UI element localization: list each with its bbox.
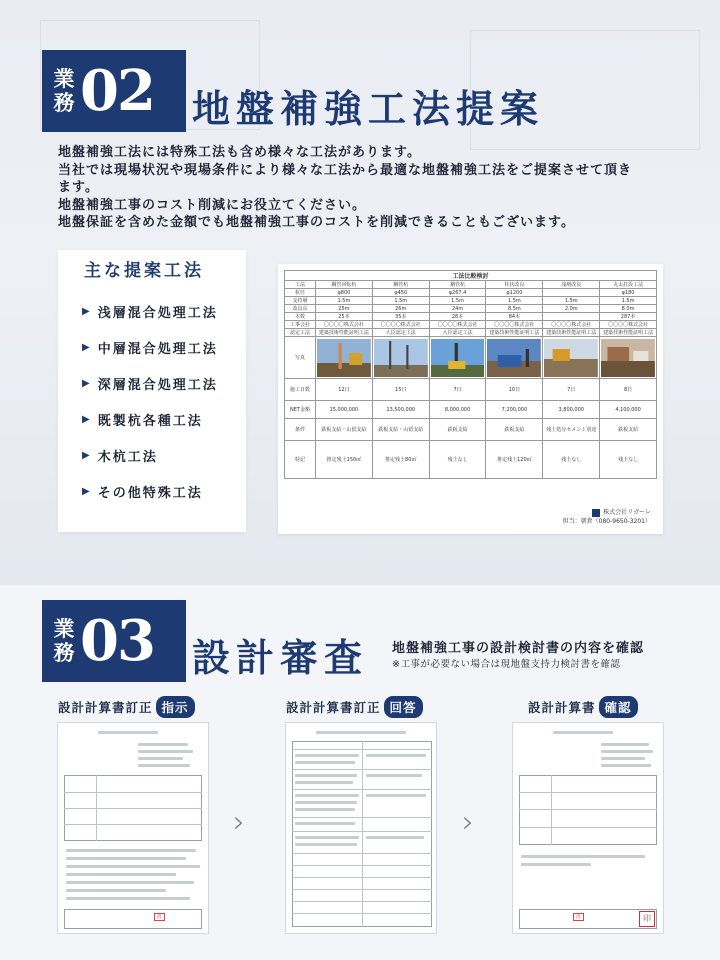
row-label: 特記 [285, 441, 316, 479]
table-cell: 鉄板支給・山留支給 [316, 419, 373, 441]
method-label: 深層混合処理工法 [97, 378, 218, 393]
method-item [82, 410, 203, 429]
company-info [563, 508, 651, 526]
triangle-bullet-icon: ▶ [82, 378, 92, 389]
table-row [285, 337, 657, 379]
doc-header-confirm [528, 696, 638, 718]
table-cell: 1.5m [543, 297, 600, 305]
table-row [285, 329, 657, 337]
table-header: 鋼管杭 [429, 281, 486, 289]
badge-number: 03 [80, 608, 154, 674]
table-cell: 13,500,000 [372, 401, 429, 419]
table-cell: 7日 [429, 379, 486, 401]
chevron-right-icon: › [462, 805, 474, 840]
table-cell: φ180 [600, 289, 657, 297]
table-cell: 鉄板支給・山留支給 [372, 419, 429, 441]
chevron-right-icon: › [233, 805, 245, 840]
badge-kanji: 業務 [53, 66, 75, 115]
table-cell: 25m [316, 305, 373, 313]
badge-kanji: 業務 [53, 616, 75, 665]
table-cell: 推定残土120㎥ [486, 441, 543, 479]
table-row [285, 441, 657, 479]
table-cell: 推定残土150㎥ [316, 441, 373, 479]
table-cell: 残土処分セメント別途 [543, 419, 600, 441]
construction-photo [429, 337, 486, 379]
table-row [285, 419, 657, 441]
table-header: 浅層改良 [543, 281, 600, 289]
table-header: 丸太打設工法 [600, 281, 657, 289]
doc-header-label: 設計計算書訂正 [58, 700, 153, 715]
table-cell: 1.5m [486, 297, 543, 305]
table-row [285, 401, 657, 419]
table-cell: 84本 [486, 313, 543, 321]
table-cell: 24m [429, 305, 486, 313]
table-cell: 7,200,000 [486, 401, 543, 419]
table-cell: φ450 [372, 289, 429, 297]
construction-photo [600, 337, 657, 379]
table-cell: 建築技術性能証明工法 [486, 329, 543, 337]
table-cell: 建築技術性能証明工法 [543, 329, 600, 337]
table-cell [543, 313, 600, 321]
method-item [82, 374, 218, 393]
table-cell: 残土なし [429, 441, 486, 479]
table-header: 鋼管杭 [372, 281, 429, 289]
construction-photo [486, 337, 543, 379]
intro-line: 地盤補強工事のコスト削減にお役立てください。 [58, 197, 367, 213]
table-row [285, 289, 657, 297]
method-item [82, 302, 218, 321]
methods-title: 主な提案工法 [84, 261, 204, 281]
method-item [82, 446, 158, 465]
triangle-bullet-icon: ▶ [82, 342, 92, 353]
table-cell: 建築技術性能証明工法 [600, 329, 657, 337]
table-row [285, 321, 657, 329]
row-label: 支持層 [285, 297, 316, 305]
triangle-bullet-icon: ▶ [82, 414, 92, 425]
section-title: 設計審査 [192, 635, 369, 680]
document-thumbnail-answer [285, 722, 437, 934]
section-design-review [0, 585, 720, 960]
table-header: 柱状改良 [486, 281, 543, 289]
row-label: 条件 [285, 419, 316, 441]
company-contact: 担当：朝倉（080-9650-3201） [562, 518, 651, 525]
table-cell [543, 289, 600, 297]
table-cell: φ267.4 [429, 289, 486, 297]
methods-card [58, 250, 246, 532]
table-cell: 4,100,000 [600, 401, 657, 419]
table-cell: 鉄板支給 [486, 419, 543, 441]
row-label: 写真 [285, 337, 316, 379]
table-cell: 15日 [372, 379, 429, 401]
badge-number: 02 [80, 58, 154, 124]
intro-line: ます。 [58, 180, 99, 195]
table-header: 工法 [285, 281, 316, 289]
table-cell: 建築技術性能証明工法 [316, 329, 373, 337]
method-label: 木杭工法 [97, 450, 158, 465]
triangle-bullet-icon: ▶ [82, 306, 92, 317]
table-cell: 1.5m [600, 297, 657, 305]
row-label: NET金額 [285, 401, 316, 419]
table-cell: 26m [372, 305, 429, 313]
row-label: 改良長 [285, 305, 316, 313]
table-cell: 8.5m [486, 305, 543, 313]
table-cell: φ1200 [486, 289, 543, 297]
table-cell: 12日 [316, 379, 373, 401]
section-note: ※工事が必要ない場合は現地盤支持力検討書を確認 [392, 659, 621, 670]
method-item [82, 482, 203, 501]
table-cell: 〇〇〇〇株式会社 [372, 321, 429, 329]
table-cell: 〇〇〇〇株式会社 [429, 321, 486, 329]
intro-line: 地盤保証を含めた金額でも地盤補強工事のコストを削減できることもございます。 [58, 215, 575, 230]
doc-header-answer [286, 696, 423, 718]
company-logo-icon [592, 509, 600, 517]
table-header: 鋼管回転杭 [316, 281, 373, 289]
table-cell: 1.5m [316, 297, 373, 305]
section-number-badge [42, 600, 186, 682]
table-cell: 10日 [486, 379, 543, 401]
row-label: 施工日数 [285, 379, 316, 401]
doc-header-pill: 回答 [384, 696, 423, 718]
table-cell: 3,800,000 [543, 401, 600, 419]
document-thumbnail-instruction: 済 [57, 722, 209, 934]
doc-header-label: 設計計算書訂正 [286, 700, 381, 715]
table-cell: 8,000,000 [429, 401, 486, 419]
triangle-bullet-icon: ▶ [82, 486, 92, 497]
table-cell: 〇〇〇〇株式会社 [600, 321, 657, 329]
row-label: 工事会社 [285, 321, 316, 329]
table-row [285, 379, 657, 401]
table-cell: 7日 [543, 379, 600, 401]
table-row [285, 297, 657, 305]
doc-header-pill: 指示 [156, 696, 195, 718]
intro-line: 地盤補強工法には特殊工法も含め様々な工法があります。 [58, 145, 421, 160]
method-label: 中層混合処理工法 [97, 342, 218, 357]
table-cell: 8.0m [600, 305, 657, 313]
comparison-table-card [278, 264, 663, 534]
table-cell: 1.5m [429, 297, 486, 305]
table-cell: 〇〇〇〇株式会社 [316, 321, 373, 329]
table-cell: 15,000,000 [316, 401, 373, 419]
table-cell: 鉄板支給 [600, 419, 657, 441]
construction-photo [372, 337, 429, 379]
table-cell: 推定残土80㎥ [372, 441, 429, 479]
table-cell: 35本 [372, 313, 429, 321]
document-thumbnail-confirm: 済 印 [512, 722, 664, 934]
table-cell: 25本 [316, 313, 373, 321]
method-label: 浅層混合処理工法 [97, 306, 218, 321]
row-label: 本数 [285, 313, 316, 321]
table-caption: 工法比較検討 [285, 271, 657, 281]
row-label: 杭径 [285, 289, 316, 297]
intro-line: 当社では現場状況や現場条件により様々な工法から最適な地盤補強工法をご提案させて頂き [58, 162, 633, 178]
table-cell: 〇〇〇〇株式会社 [486, 321, 543, 329]
table-cell: φ800 [316, 289, 373, 297]
table-row [285, 313, 657, 321]
table-header-row [285, 281, 657, 289]
method-label: その他特殊工法 [97, 486, 203, 501]
construction-photo [316, 337, 373, 379]
doc-header-pill: 確認 [599, 696, 638, 718]
table-cell: 残土なし [600, 441, 657, 479]
table-cell: 鉄板支給 [429, 419, 486, 441]
table-cell: 大臣認定工法 [429, 329, 486, 337]
table-cell: 28本 [429, 313, 486, 321]
doc-header-label: 設計計算書 [528, 700, 596, 715]
method-label: 既製杭各種工法 [97, 414, 203, 429]
comparison-table [284, 270, 657, 479]
table-cell: 287本 [600, 313, 657, 321]
method-item [82, 338, 218, 357]
section-description: 地盤補強工事の設計検討書の内容を確認 [392, 641, 645, 656]
table-cell: 1.5m [372, 297, 429, 305]
table-cell: 〇〇〇〇株式会社 [543, 321, 600, 329]
triangle-bullet-icon: ▶ [82, 450, 92, 461]
table-cell: 8日 [600, 379, 657, 401]
intro-text [58, 144, 688, 232]
company-name: 株式会社リガーレ [603, 509, 651, 516]
table-cell: 2.0m [543, 305, 600, 313]
table-cell: 大臣認定工法 [372, 329, 429, 337]
table-cell: 残土なし [543, 441, 600, 479]
doc-header-instruction [58, 696, 195, 718]
section-title: 地盤補強工法提案 [192, 86, 545, 131]
section-number-badge [42, 50, 186, 132]
construction-photo [543, 337, 600, 379]
row-label: 認定工法 [285, 329, 316, 337]
table-row [285, 305, 657, 313]
